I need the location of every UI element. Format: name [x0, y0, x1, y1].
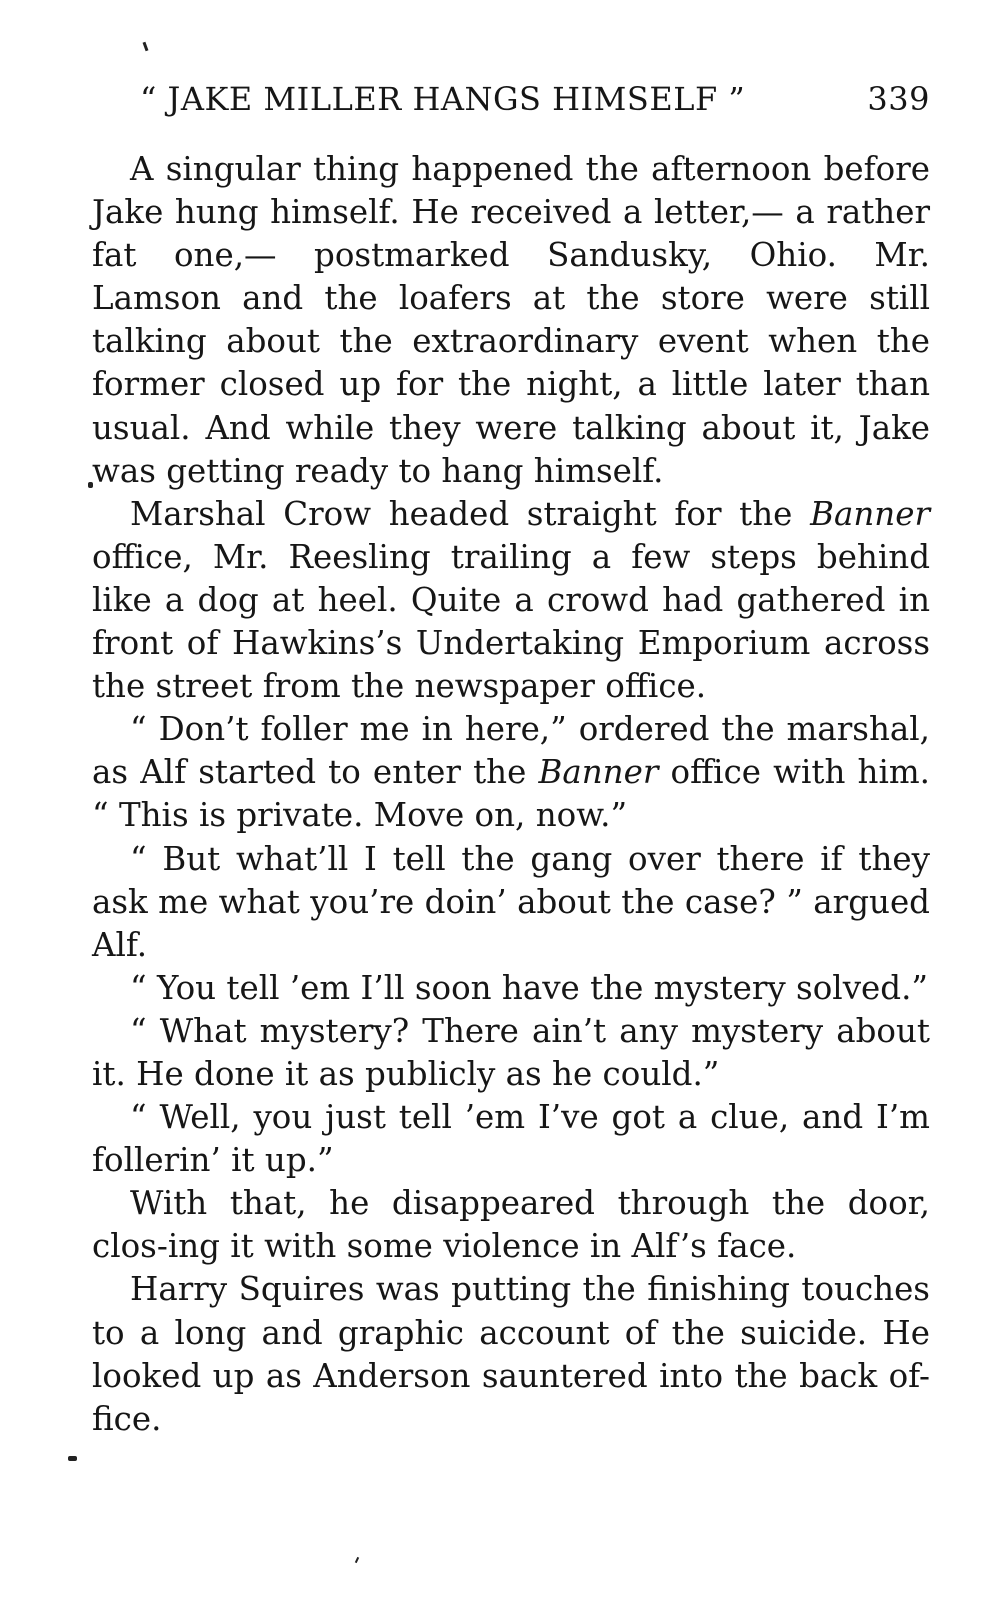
paragraph-text: office with him. “ This is private. Move on, now.”	[92, 753, 930, 835]
print-speck-top	[143, 42, 149, 51]
print-speck-foot	[355, 1557, 359, 1563]
paragraph-text: “ But what’ll I tell the gang over there if they ask me what you’re doin’ about the case? ” argued Alf.	[92, 839, 930, 964]
newspaper-title: Banner	[538, 753, 659, 792]
paragraph-text: With that, he disappeared through the door, clos-ing it with some violence in Alf’s face.	[92, 1184, 930, 1266]
paragraph	[92, 967, 930, 1010]
paragraph-text: “ Don’t foller me in here,” ordered the marshal, as Alf started to enter the	[92, 710, 930, 792]
paragraph	[92, 838, 930, 967]
paragraph-text: office, Mr. Reesling trailing a few steps behind like a dog at heel. Quite a crowd had gathered in front of Hawkins’s Undertaking Emporium across the street from the newspaper office.	[92, 537, 930, 706]
paragraph-text: A singular thing happened the afternoon before Jake hung himself. He received a letter,— a rather fat one,— postmarked Sandusky, Ohio. Mr. Lamson and the loafers at the store were still talking about the extraordinary event when the former closed up for the night, a little later than usual. And while they were talking about it, Jake was getting ready to hang himself.	[92, 150, 930, 490]
paragraph-text: Marshal Crow headed straight for the	[130, 494, 811, 533]
running-title: “ JAKE MILLER HANGS HIMSELF ”	[140, 80, 746, 118]
paragraph	[92, 708, 930, 837]
body-text	[92, 148, 930, 1441]
paragraph	[92, 1182, 930, 1268]
paragraph-text: Harry Squires was putting the finishing touches to a long and graphic account of the suicide. He looked up as Anderson sauntered into the back of-fice.	[92, 1270, 930, 1438]
newspaper-title: Banner	[810, 494, 930, 533]
page-header	[92, 80, 930, 130]
paragraph-text: “ You tell ’em I’ll soon have the mystery solved.”	[130, 968, 929, 1007]
paragraph	[92, 148, 930, 493]
paragraph	[92, 1010, 930, 1096]
paragraph	[92, 1096, 930, 1182]
paragraph	[92, 493, 930, 708]
page-number: 339	[867, 80, 930, 118]
paragraph	[92, 1268, 930, 1440]
print-speck-bottom	[68, 1456, 77, 1461]
paragraph-text: “ What mystery? There ain’t any mystery about it. He done it as publicly as he could.”	[92, 1011, 930, 1093]
paragraph-text: “ Well, you just tell ’em I’ve got a clue, and I’m follerin’ it up.”	[92, 1098, 930, 1180]
